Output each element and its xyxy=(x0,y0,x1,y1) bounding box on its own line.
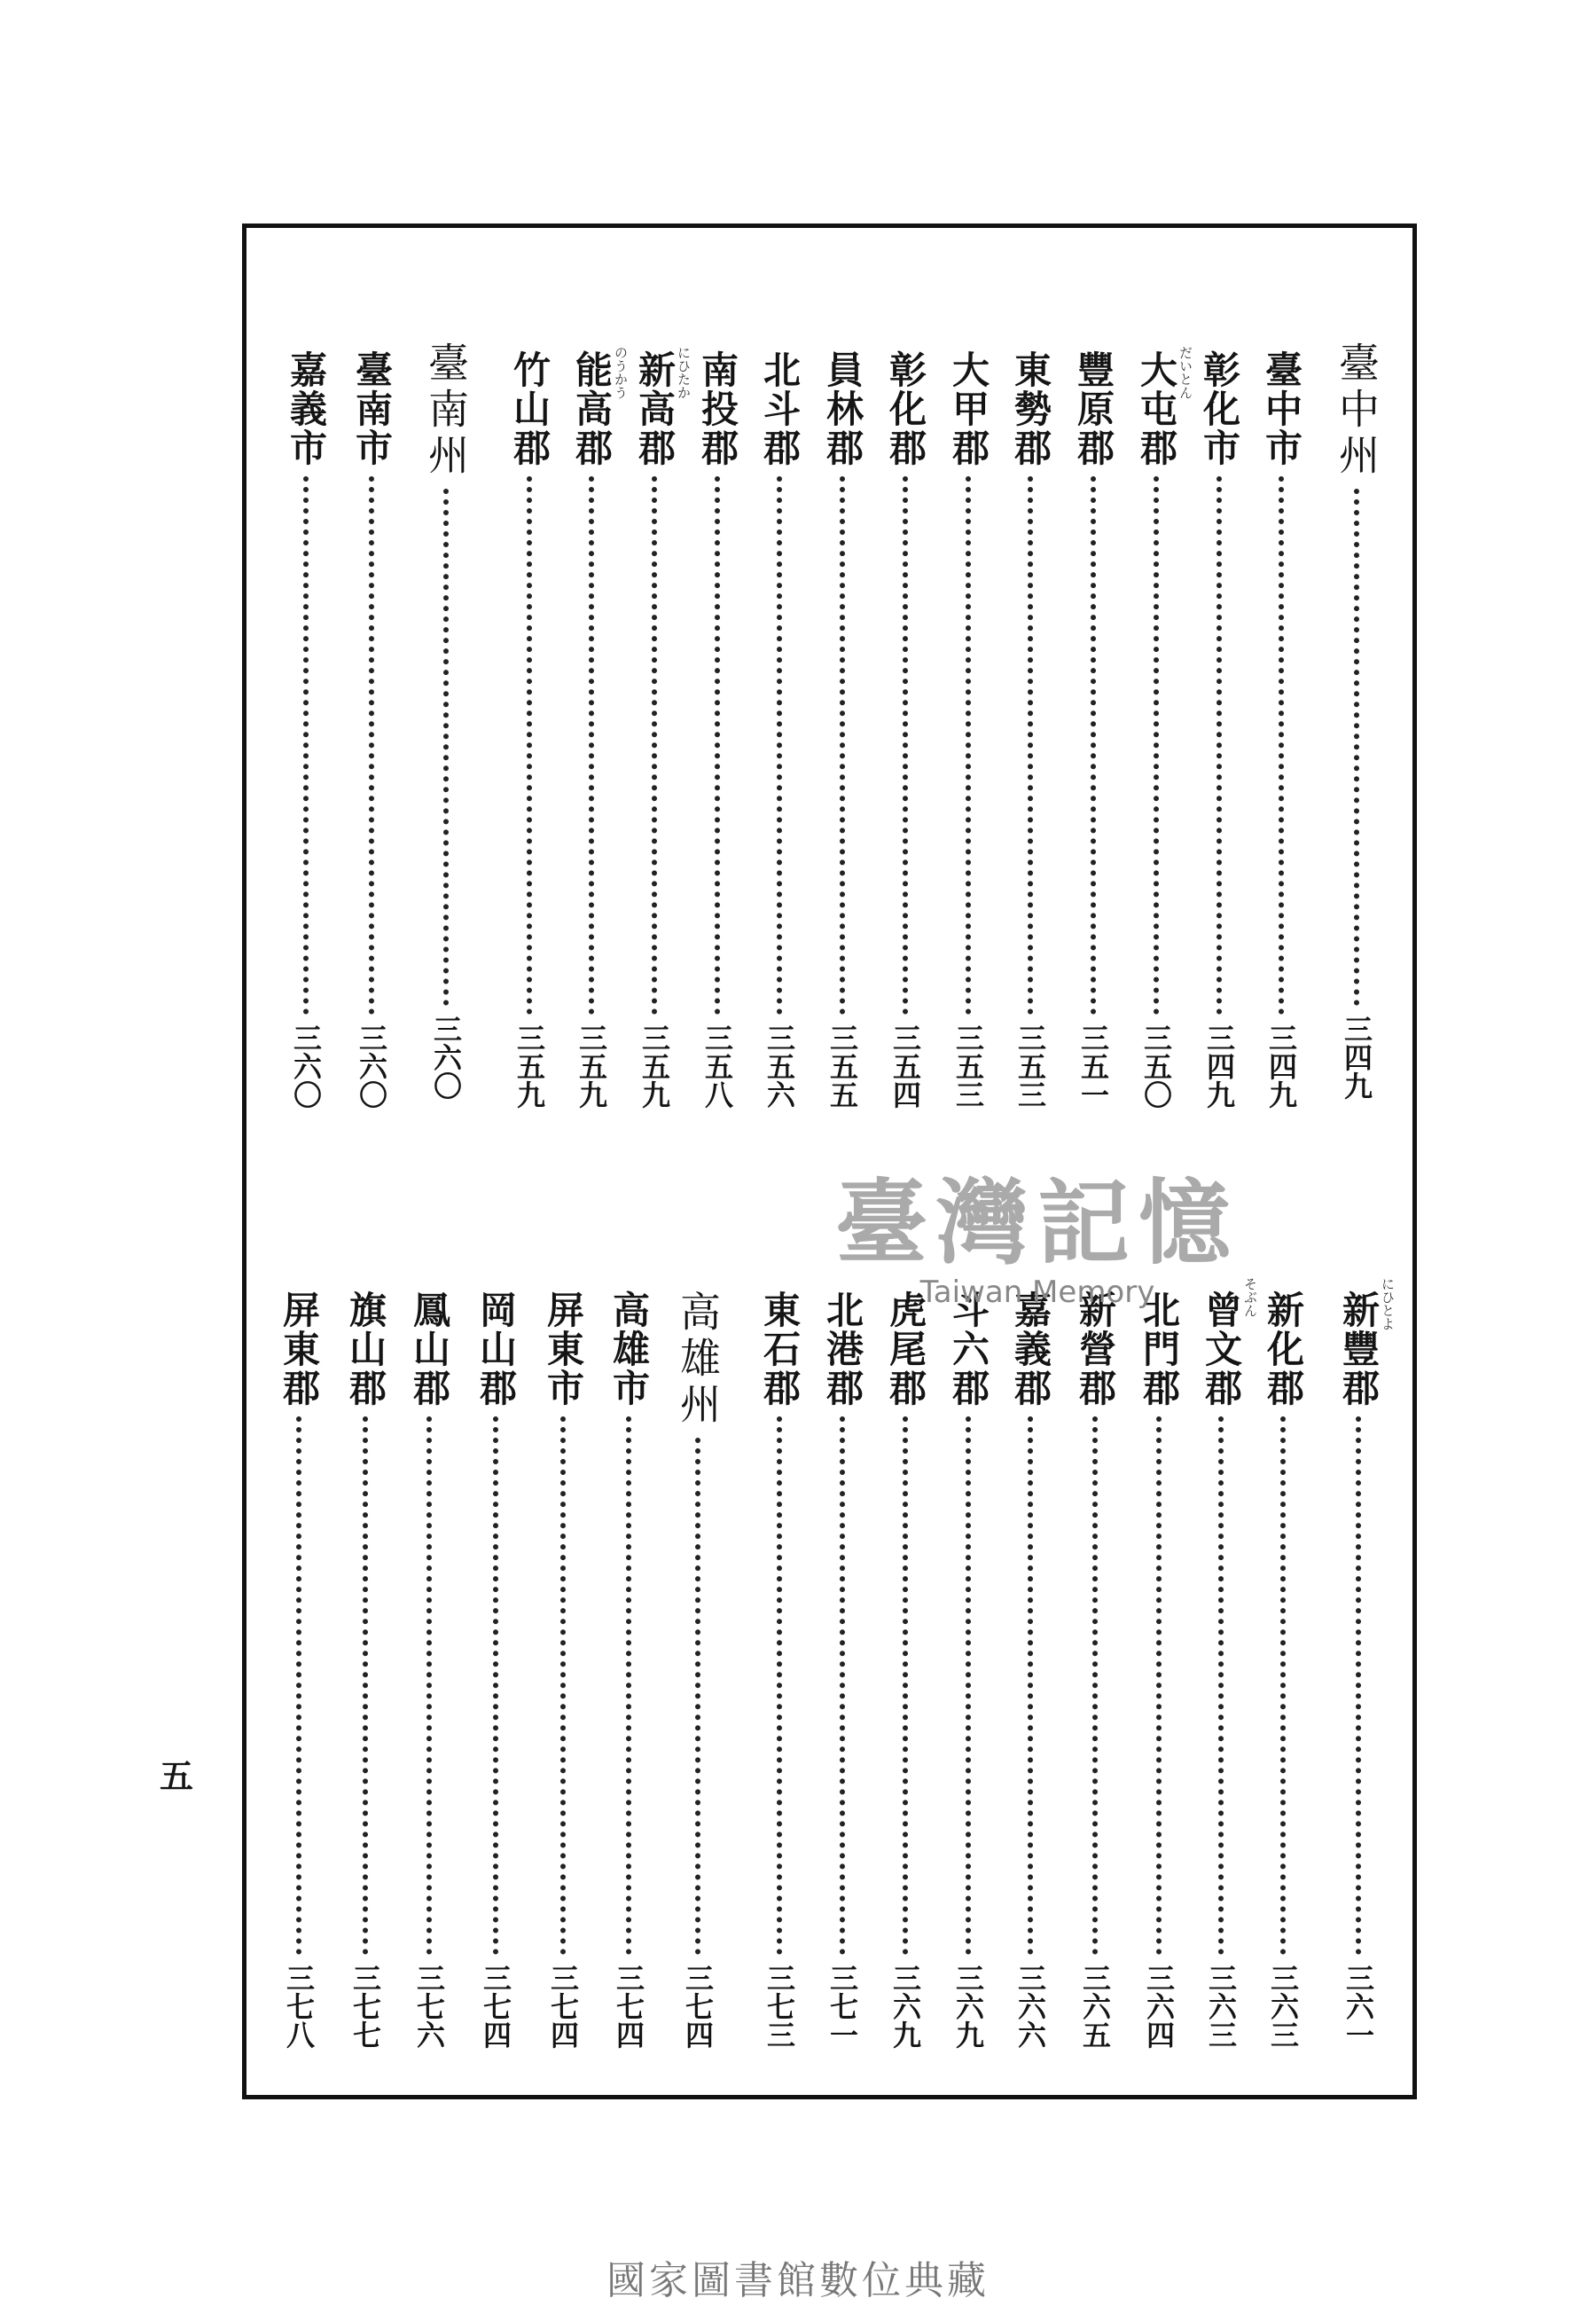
entry-page-number: 三七一 xyxy=(825,1964,859,2049)
entry-name: 高雄市 xyxy=(607,1290,651,1408)
toc-entry xyxy=(1334,1290,1382,2049)
entry-name: 臺南州 xyxy=(422,341,470,480)
leader-dots xyxy=(1279,476,1284,1015)
entry-page-number: 三四九 xyxy=(1264,1024,1298,1109)
leader-dots xyxy=(426,1416,432,1955)
toc-entry xyxy=(472,1290,520,2049)
entry-name: 臺南市 xyxy=(350,350,394,467)
entry-name: 岡山郡 xyxy=(474,1290,518,1408)
entry-name: 北門郡 xyxy=(1138,1290,1181,1408)
entry-name: 北港郡 xyxy=(821,1290,864,1408)
leader-dots xyxy=(589,476,594,1015)
entry-name: 斗六郡 xyxy=(947,1290,990,1408)
leader-dots xyxy=(1280,1416,1286,1955)
entry-page-number: 三六九 xyxy=(951,1964,985,2049)
entry-page-number: 三七七 xyxy=(348,1964,382,2049)
entry-page-number: 三六三 xyxy=(1266,1964,1300,2049)
entry-name: 新化郡 xyxy=(1262,1290,1305,1408)
leader-dots xyxy=(695,1438,700,1955)
prefecture-entry xyxy=(674,1290,722,2049)
entry-name: 彰化郡 xyxy=(884,350,927,467)
entry-page-number: 三六〇 xyxy=(429,1015,463,1100)
toc-entry xyxy=(405,1290,453,2049)
furigana-reading: にひとよ xyxy=(1380,1277,1396,1330)
leader-dots xyxy=(1154,476,1159,1015)
leader-dots xyxy=(1356,1416,1361,1955)
entry-page-number: 三六五 xyxy=(1078,1964,1112,2049)
entry-name: 臺中州 xyxy=(1333,341,1381,480)
entry-name: 鳳山郡 xyxy=(408,1290,451,1408)
toc-entry xyxy=(1132,350,1180,1109)
toc-entry xyxy=(1195,350,1243,1109)
entry-name: 高雄州 xyxy=(674,1290,722,1429)
toc-entry xyxy=(1006,1290,1054,2049)
entry-name: 新豐郡 xyxy=(1337,1290,1381,1408)
toc-entry xyxy=(539,1290,587,2049)
toc-entry xyxy=(1071,1290,1119,2049)
entry-page-number: 三五八 xyxy=(700,1024,734,1109)
leader-dots xyxy=(303,476,309,1015)
entry-name: 豐原郡 xyxy=(1072,350,1115,467)
entry-page-number: 三七四 xyxy=(479,1964,512,2049)
entry-page-number: 三七六 xyxy=(412,1964,446,2049)
furigana-reading: のうかう xyxy=(613,346,629,399)
leader-dots xyxy=(443,489,449,1006)
entry-page-number: 三五〇 xyxy=(1139,1024,1173,1109)
page-number: 五 xyxy=(160,1756,194,1796)
leader-dots xyxy=(715,476,720,1015)
toc-entry xyxy=(605,1290,653,2049)
leader-dots xyxy=(626,1416,631,1955)
entry-name: 曾文郡 xyxy=(1200,1290,1243,1408)
entry-page-number: 三四九 xyxy=(1202,1024,1236,1109)
entry-name: 大屯郡 xyxy=(1135,350,1178,467)
leader-dots xyxy=(652,476,657,1015)
entry-name: 嘉義市 xyxy=(285,350,328,467)
toc-entry xyxy=(1259,1290,1307,2049)
entry-page-number: 三五九 xyxy=(512,1024,546,1109)
entry-name: 虎尾郡 xyxy=(884,1290,927,1408)
entry-page-number: 三七四 xyxy=(612,1964,645,2049)
leader-dots xyxy=(840,1416,845,1955)
leader-dots xyxy=(840,476,845,1015)
leader-dots xyxy=(1218,1416,1224,1955)
toc-entry xyxy=(944,1290,992,2049)
entry-page-number: 三六一 xyxy=(1342,1964,1375,2049)
leader-dots xyxy=(560,1416,566,1955)
entry-name: 北斗郡 xyxy=(758,350,802,467)
entry-name: 東勢郡 xyxy=(1009,350,1052,467)
entry-page-number: 三五九 xyxy=(575,1024,608,1109)
toc-entry xyxy=(1135,1290,1183,2049)
entry-page-number: 三七八 xyxy=(282,1964,316,2049)
toc-entry xyxy=(818,1290,866,2049)
furigana-reading: だいとん xyxy=(1177,346,1193,399)
entry-page-number: 三五五 xyxy=(825,1024,859,1109)
toc-entry xyxy=(1069,350,1117,1109)
entry-page-number: 三五三 xyxy=(951,1024,985,1109)
entry-page-number: 三五一 xyxy=(1076,1024,1110,1109)
toc-entry xyxy=(348,350,395,1109)
entry-name: 旗山郡 xyxy=(344,1290,387,1408)
entry-name: 大甲郡 xyxy=(947,350,990,467)
toc-entry xyxy=(505,350,553,1109)
leader-dots xyxy=(966,1416,971,1955)
entry-name: 新營郡 xyxy=(1074,1290,1117,1408)
toc-entry xyxy=(693,350,741,1109)
entry-page-number: 三五九 xyxy=(638,1024,671,1109)
entry-page-number: 三七四 xyxy=(681,1964,715,2049)
toc-entry xyxy=(755,1290,803,2049)
leader-dots xyxy=(777,1416,782,1955)
entry-page-number: 三六〇 xyxy=(355,1024,388,1109)
leader-dots xyxy=(1091,476,1096,1015)
library-footer: 國家圖書館數位典藏 xyxy=(606,2258,990,2303)
leader-dots xyxy=(1028,1416,1033,1955)
entry-name: 屏東市 xyxy=(542,1290,585,1408)
leader-dots xyxy=(903,1416,908,1955)
entry-name: 屏東郡 xyxy=(278,1290,321,1408)
toc-entry xyxy=(755,350,803,1109)
toc-entry xyxy=(1257,350,1305,1109)
leader-dots xyxy=(369,476,374,1015)
leader-dots xyxy=(1354,489,1359,1006)
toc-entry xyxy=(881,350,929,1109)
prefecture-entry xyxy=(1333,341,1381,1100)
taiwan-memory-watermark xyxy=(789,1149,1286,1310)
toc-entry xyxy=(341,1290,389,2049)
prefecture-entry xyxy=(422,341,470,1100)
entry-name: 竹山郡 xyxy=(508,350,552,467)
entry-page-number: 三五三 xyxy=(1013,1024,1047,1109)
entry-name: 南投郡 xyxy=(696,350,739,467)
entry-page-number: 三七四 xyxy=(546,1964,580,2049)
furigana-reading: にひたか xyxy=(676,346,692,399)
entry-name: 能高郡 xyxy=(570,350,614,467)
leader-dots xyxy=(1028,476,1033,1015)
leader-dots xyxy=(296,1416,301,1955)
entry-name: 東石郡 xyxy=(758,1290,802,1408)
leader-dots xyxy=(1092,1416,1098,1955)
leader-dots xyxy=(903,476,908,1015)
leader-dots xyxy=(777,476,782,1015)
entry-page-number: 三六六 xyxy=(1013,1964,1047,2049)
leader-dots xyxy=(493,1416,498,1955)
entry-page-number: 三六三 xyxy=(1204,1964,1238,2049)
entry-page-number: 三六〇 xyxy=(289,1024,323,1109)
watermark-english-text: Taiwan Memory xyxy=(919,1275,1155,1310)
leader-dots xyxy=(527,476,532,1015)
leader-dots xyxy=(966,476,971,1015)
entry-page-number: 三四九 xyxy=(1340,1015,1373,1100)
entry-name: 嘉義郡 xyxy=(1009,1290,1052,1408)
leader-dots xyxy=(1217,476,1222,1015)
toc-entry xyxy=(944,350,992,1109)
toc-entry xyxy=(630,350,678,1109)
entry-page-number: 三七三 xyxy=(763,1964,796,2049)
watermark-logo-text: 臺灣記憶 xyxy=(834,1168,1240,1277)
toc-entry xyxy=(1197,1290,1245,2049)
toc-entry xyxy=(275,1290,323,2049)
entry-name: 新高郡 xyxy=(633,350,677,467)
entry-page-number: 三六九 xyxy=(888,1964,922,2049)
entry-name: 員林郡 xyxy=(821,350,864,467)
entry-name: 臺中市 xyxy=(1260,350,1303,467)
toc-entry xyxy=(881,1290,929,2049)
leader-dots xyxy=(363,1416,368,1955)
leader-dots xyxy=(1156,1416,1162,1955)
entry-page-number: 三六四 xyxy=(1142,1964,1176,2049)
toc-entry xyxy=(818,350,866,1109)
toc-entry xyxy=(567,350,615,1109)
entry-page-number: 三五六 xyxy=(763,1024,796,1109)
entry-page-number: 三五四 xyxy=(888,1024,922,1109)
toc-entry xyxy=(1006,350,1054,1109)
entry-name: 彰化市 xyxy=(1198,350,1241,467)
toc-entry xyxy=(282,350,330,1109)
furigana-reading: そぶん xyxy=(1242,1277,1258,1317)
